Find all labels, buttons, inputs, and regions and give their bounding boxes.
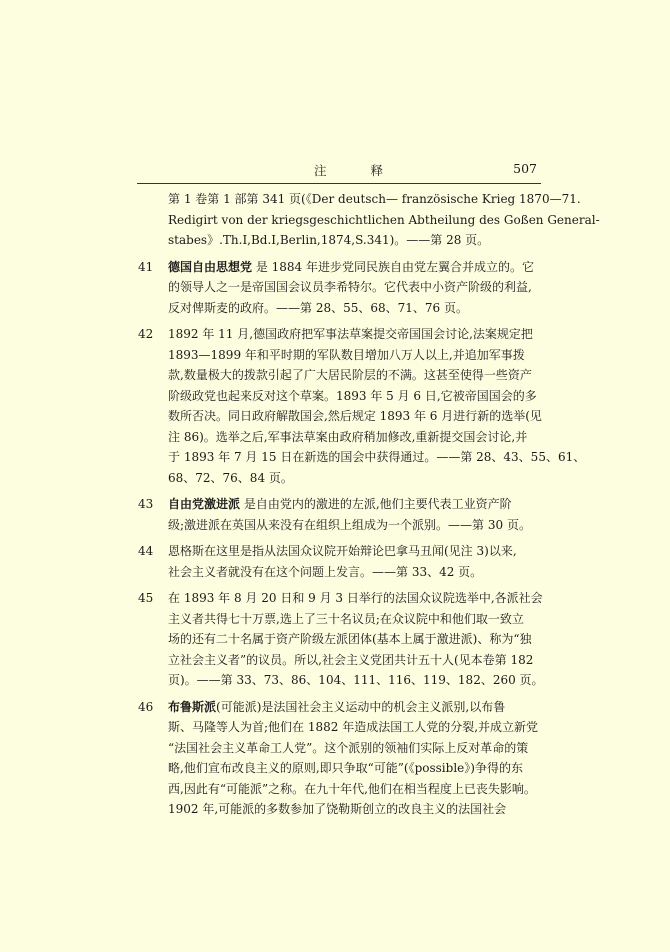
note-line: 立社会主义者”的议员。所以,社会主义党团共计五十人(见本卷第 182 (168, 652, 534, 667)
note-line: 主义者共得七十万票,选上了三十名议员;在众议院中和他们取一致立 (168, 611, 524, 626)
note-line: 场的还有二十名属于资产阶级左派团体(基本上属于激进派)、称为“独 (168, 632, 532, 646)
note-number: 42 (138, 327, 154, 341)
note-continuation (138, 189, 600, 251)
note-number: 44 (138, 544, 154, 558)
note-term: 布鲁斯派 (168, 699, 217, 714)
note-line: 1902 年,可能派的多数参加了饶勒斯创立的改良主义的法国社会 (168, 802, 507, 816)
note-line: 于 1893 年 7 月 15 日在新选的国会中获得通过。——第 28、43、55、61、 (168, 450, 586, 464)
note-line: 页)。——第 33、73、86、104、111、116、119、182、260 页。 (168, 673, 544, 687)
note-line: 布鲁斯派(可能派)是法国社会主义运动中的机会主义派别,以布鲁 (168, 699, 506, 714)
note-line: 1893—1899 年和平时期的军队数目增加八万人以上,并追加军事拨 (168, 347, 525, 362)
note-line: 斯、马隆等人为首;他们在 1882 年造成法国工人党的分裂,并成立新党 (168, 720, 539, 734)
header-title: 注 释 (314, 163, 403, 178)
note-line: 社会主义者就没有在这个问题上发言。——第 33、42 页。 (168, 564, 483, 579)
note-number: 45 (138, 591, 154, 605)
note-line: 阶级政党也起来反对这个草案。1893 年 5 月 6 日,它被帝国国会的多 (168, 388, 537, 403)
page-number: 507 (513, 161, 537, 176)
note-line: 级;激进派在英国从来没有在组织上组成为一个派别。——第 30 页。 (168, 517, 531, 532)
note-line: 略,他们宣布改良主义的原则,即只争取“可能”(《possible》)争得的东 (168, 761, 523, 775)
note-number: 46 (138, 699, 154, 714)
note-45 (138, 588, 548, 691)
note-term: 自由党激进派 (168, 497, 241, 511)
note-line: 恩格斯在这里是指从法国众议院开始辩论巴拿马丑闻(见注 3)以来, (168, 544, 517, 558)
note-line: “法国社会主义革命工人党”。这个派别的领袖们实际上反对革命的策 (168, 740, 529, 755)
note-line: 反对俾斯麦的政府。——第 28、55、68、71、76 页。 (168, 300, 468, 315)
note-line: 1892 年 11 月,德国政府把军事法草案提交帝国国会讨论,法案规定把 (168, 327, 533, 341)
note-number: 41 (138, 259, 154, 274)
notes-body (138, 189, 600, 826)
note-line: 德国自由思想党 是 1884 年进步党同民族自由党左翼合并成立的。它 (168, 259, 534, 274)
note-line: Redigirt von der kriegsgeschichtlichen Abtheilung des Goßen General- (168, 212, 600, 227)
note-number: 43 (138, 497, 154, 511)
note-line: 西,因此有“可能派”之称。在九十年代,他们在相当程度上已丧失影响。 (168, 781, 536, 796)
running-header (137, 161, 541, 184)
note-42 (138, 324, 586, 488)
note-41 (138, 257, 548, 319)
note-line: 68、72、76、84 页。 (168, 470, 293, 485)
note-line: 的领导人之一是帝国国会议员李希特尔。它代表中小资产阶级的利益, (168, 280, 532, 294)
note-line: 注 86)。选举之后,军事法草案由政府稍加修改,重新提交国会讨论,并 (168, 429, 528, 444)
note-line: 自由党激进派 是自由党内的激进的左派,他们主要代表工业资产阶 (168, 497, 512, 511)
note-44 (138, 541, 548, 582)
note-line: stabes》.Th.I,Bd.I,Berlin,1874,S.341)。——第 28 页。 (168, 233, 490, 247)
note-43 (138, 494, 548, 535)
note-line: 第 1 卷第 1 部第 341 页(《Der deutsch— französische Krieg 1870—71. (168, 192, 581, 206)
note-line: 款,数量极大的拨款引起了广大居民阶层的不满。这甚至使得一些资产 (168, 368, 532, 382)
note-term: 德国自由思想党 (168, 259, 253, 274)
note-line: 数所否决。同日政府解散国会,然后规定 1893 年 6 月进行新的选举(见 (168, 409, 542, 423)
note-line: 在 1893 年 8 月 20 日和 9 月 3 日举行的法国众议院选举中,各派社会 (168, 591, 543, 605)
note-46 (138, 697, 548, 820)
